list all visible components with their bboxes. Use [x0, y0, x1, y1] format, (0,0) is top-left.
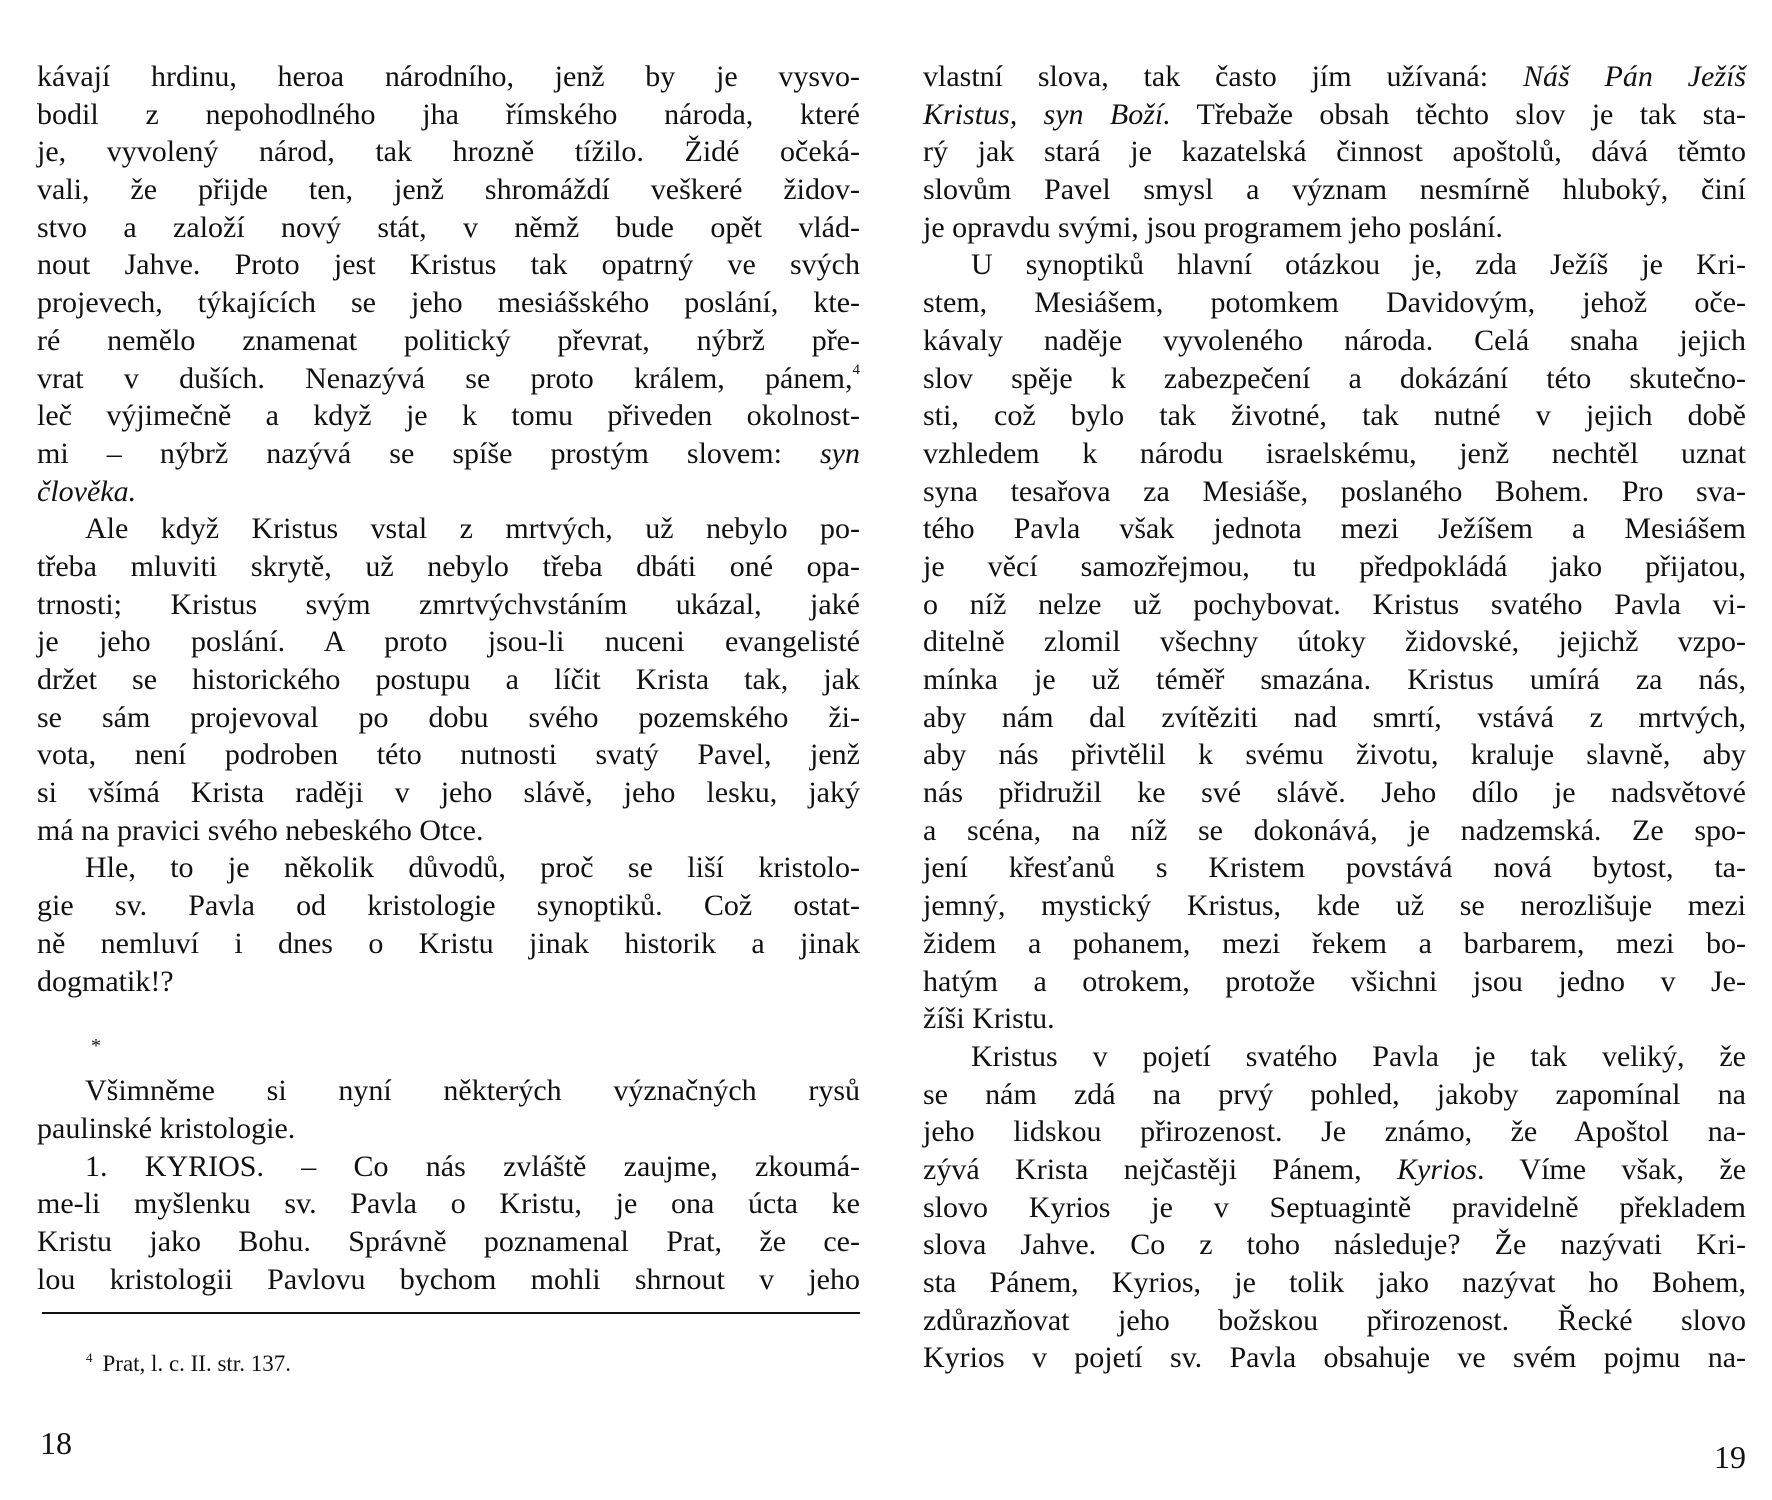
text-line: má na pravici svého nebeského Otce. — [37, 813, 484, 847]
text-line: nout Jahve. Proto jest Kristus tak opatrný ve svých — [37, 248, 860, 282]
left-page-text — [37, 58, 860, 1298]
text-line: 1. KYRIOS. – Co nás zvláště zaujme, zkoumá- — [85, 1149, 860, 1183]
text-line — [37, 473, 860, 511]
text-line: jeho lidskou přirozenost. Je známo, že Apoštol na- — [923, 1115, 1746, 1149]
text-line: jemný, mystický Kristus, kde už se nerozlišuje mezi — [923, 889, 1746, 923]
text-line: dogmatik!? — [37, 964, 174, 998]
text-line: nás přidružil ke své slávě. Jeho dílo je nadsvětové — [923, 776, 1746, 810]
text-line: mínka je už téměř smazána. Kristus umírá za nás, — [923, 663, 1746, 696]
text-line: ditelně zlomil všechny útoky židovské, jejichž vzpo- — [923, 625, 1746, 659]
text-line: stvo a založí nový stát, v němž bude opět vlád- — [37, 210, 860, 244]
text-line: stem, Mesiášem, potomkem Davidovým, jehož oče- — [923, 286, 1746, 320]
text-line: aby nám dal zvítěziti nad smrtí, vstává z mrtvých, — [923, 700, 1746, 734]
text-line: slovo Kyrios je v Septuagintě pravidelně překladem — [923, 1190, 1746, 1224]
italic-text: Náš Pán Ježíš — [1522, 60, 1746, 93]
text-line: ré nemělo znamenat politický převrat, nýbrž pře- — [37, 323, 860, 357]
text-line: Všimněme si nyní některých význačných rysů — [85, 1074, 860, 1108]
text-line: zdůrazňovat jeho božskou přirozenost. Řecké slovo — [923, 1303, 1746, 1337]
text-line — [923, 1151, 1746, 1189]
text-line: sta Pánem, Kyrios, je tolik jako nazývat ho Bohem, — [923, 1266, 1746, 1299]
text-line: je jeho poslání. A proto jsou-li nuceni evangelisté — [37, 625, 860, 659]
text-line: me-li myšlenku sv. Pavla o Kristu, je ona úcta ke — [37, 1187, 860, 1221]
text-line: trnosti; Kristus svým zmrtvýchvstáním ukázal, jaké — [37, 587, 860, 621]
italic-text: Kyrios — [1397, 1152, 1478, 1186]
text-segment: vlastní slova, tak často jím užívaná: — [923, 60, 1523, 93]
text-line: držet se historického postupu a líčit Krista tak, jak — [37, 663, 860, 696]
text-line: hatým a otrokem, protože všichni jsou jedno v Je- — [923, 964, 1746, 998]
asterisk-separator: * — [91, 1035, 101, 1058]
footnote — [86, 1343, 291, 1379]
text-line: paulinské kristologie. — [37, 1111, 296, 1145]
text-segment: mi – nýbrž nazývá se spíše prostým slovem: — [37, 436, 820, 470]
text-line: Kyrios v pojetí sv. Pavla obsahuje ve svém pojmu na- — [923, 1341, 1746, 1375]
text-line: aby nás přivtělil k svému životu, kraluje slavně, aby — [923, 738, 1746, 772]
text-line: Kristus v pojetí svatého Pavla je tak veliký, že — [971, 1039, 1746, 1073]
footnote-marker: 4 — [86, 1350, 93, 1365]
text-line: a scéna, na níž se dokonává, je nadzemská. Ze spo- — [923, 813, 1746, 847]
text-segment: vrat v duších. Nenazývá se proto králem, pánem, — [37, 361, 853, 395]
text-line: vali, že přijde ten, jenž shromáždí veškeré židov- — [37, 173, 860, 207]
page-number-left: 18 — [40, 1425, 72, 1461]
text-line: si všímá Krista raději v jeho slávě, jeho lesku, jaký — [37, 776, 860, 810]
text-line: se nám zdá na prvý pohled, jakoby zapomínal na — [923, 1077, 1746, 1111]
footnote-text: Prat, l. c. II. str. 137. — [102, 1351, 291, 1376]
text-line: žíši Kristu. — [923, 1002, 1055, 1036]
footnote-divider — [42, 1312, 860, 1314]
text-line: sti, což bylo tak životné, tak nutné v jejich době — [923, 399, 1746, 433]
text-line: slov spěje k zabezpečení a dokázání této skutečno- — [923, 361, 1746, 395]
text-line — [923, 96, 1746, 134]
italic-text: syn — [820, 436, 860, 470]
footnote-reference: 4 — [852, 361, 860, 378]
text-line: o níž nelze už pochybovat. Kristus svatého Pavla vi- — [923, 587, 1746, 621]
text-line: projevech, týkajících se jeho mesiášského poslání, kte- — [37, 286, 860, 320]
text-line: kávají hrdinu, heroa národního, jenž by je vysvo- — [37, 60, 860, 93]
text-line: je, vyvolený národ, tak hrozně tížilo. Židé očeká- — [37, 135, 860, 169]
text-line: leč výjimečně a když je k tomu přiveden okolnost- — [37, 399, 860, 433]
text-line — [37, 435, 860, 473]
text-line: jení křesťanů s Kristem povstává nová bytost, ta- — [923, 851, 1746, 885]
page-number-right: 19 — [1714, 1439, 1746, 1475]
text-line: lou kristologii Pavlovu bychom mohli shrnout v jeho — [37, 1262, 860, 1296]
text-line: je věcí samozřejmou, tu předpokládá jako přijatou, — [923, 549, 1746, 583]
text-line: vota, není podroben této nutnosti svatý Pavel, jenž — [37, 738, 860, 772]
text-line: syna tesařova za Mesiáše, poslaného Bohem. Pro sva- — [923, 474, 1746, 508]
text-line: slova Jahve. Co z toho následuje? Že nazývati Kri- — [923, 1228, 1746, 1262]
text-line — [37, 360, 860, 398]
italic-text: člověka. — [37, 474, 137, 508]
text-line: je opravdu svými, jsou programem jeho poslání. — [923, 210, 1503, 244]
text-segment: . Víme však, že — [1477, 1152, 1747, 1186]
text-line: Ale když Kristus vstal z mrtvých, už nebylo po- — [85, 512, 860, 546]
text-line: se sám projevoval po dobu svého pozemského ži- — [37, 700, 860, 734]
text-segment: zývá Krista nejčastěji Pánem, — [923, 1152, 1398, 1186]
text-line: židem a pohanem, mezi řekem a barbarem, mezi bo- — [923, 926, 1746, 960]
text-line: gie sv. Pavla od kristologie synoptiků. Což ostat- — [37, 889, 860, 923]
text-line — [923, 58, 1746, 96]
text-line: bodil z nepohodlného jha římského národa, které — [37, 97, 860, 131]
text-line: třeba mluviti skrytě, už nebylo třeba dbáti oné opa- — [37, 549, 860, 583]
section-separator — [37, 1000, 860, 1072]
text-line: Kristu jako Bohu. Správně poznamenal Prat, že ce- — [37, 1224, 860, 1258]
text-line: rý jak stará je kazatelská činnost apoštolů, dává těmto — [923, 135, 1746, 169]
text-line: Hle, to je několik důvodů, proč se liší kristolo- — [85, 851, 860, 885]
italic-text: Kristus, syn Boží. — [923, 97, 1171, 131]
text-line: vzhledem k národu israelskému, jenž nechtěl uznat — [923, 436, 1746, 470]
text-line: slovům Pavel smysl a význam nesmírně hluboký, činí — [923, 173, 1746, 207]
text-line: ně nemluví i dnes o Kristu jinak historik a jinak — [37, 926, 860, 960]
text-line: tého Pavla však jednota mezi Ježíšem a Mesiášem — [923, 512, 1746, 546]
text-line: U synoptiků hlavní otázkou je, zda Ježíš je Kri- — [971, 248, 1746, 282]
text-segment: Třebaže obsah těchto slov je tak sta- — [1170, 97, 1747, 131]
text-line: kávaly naděje vyvoleného národa. Celá snaha jejich — [923, 323, 1746, 357]
right-page-text — [923, 58, 1746, 1377]
